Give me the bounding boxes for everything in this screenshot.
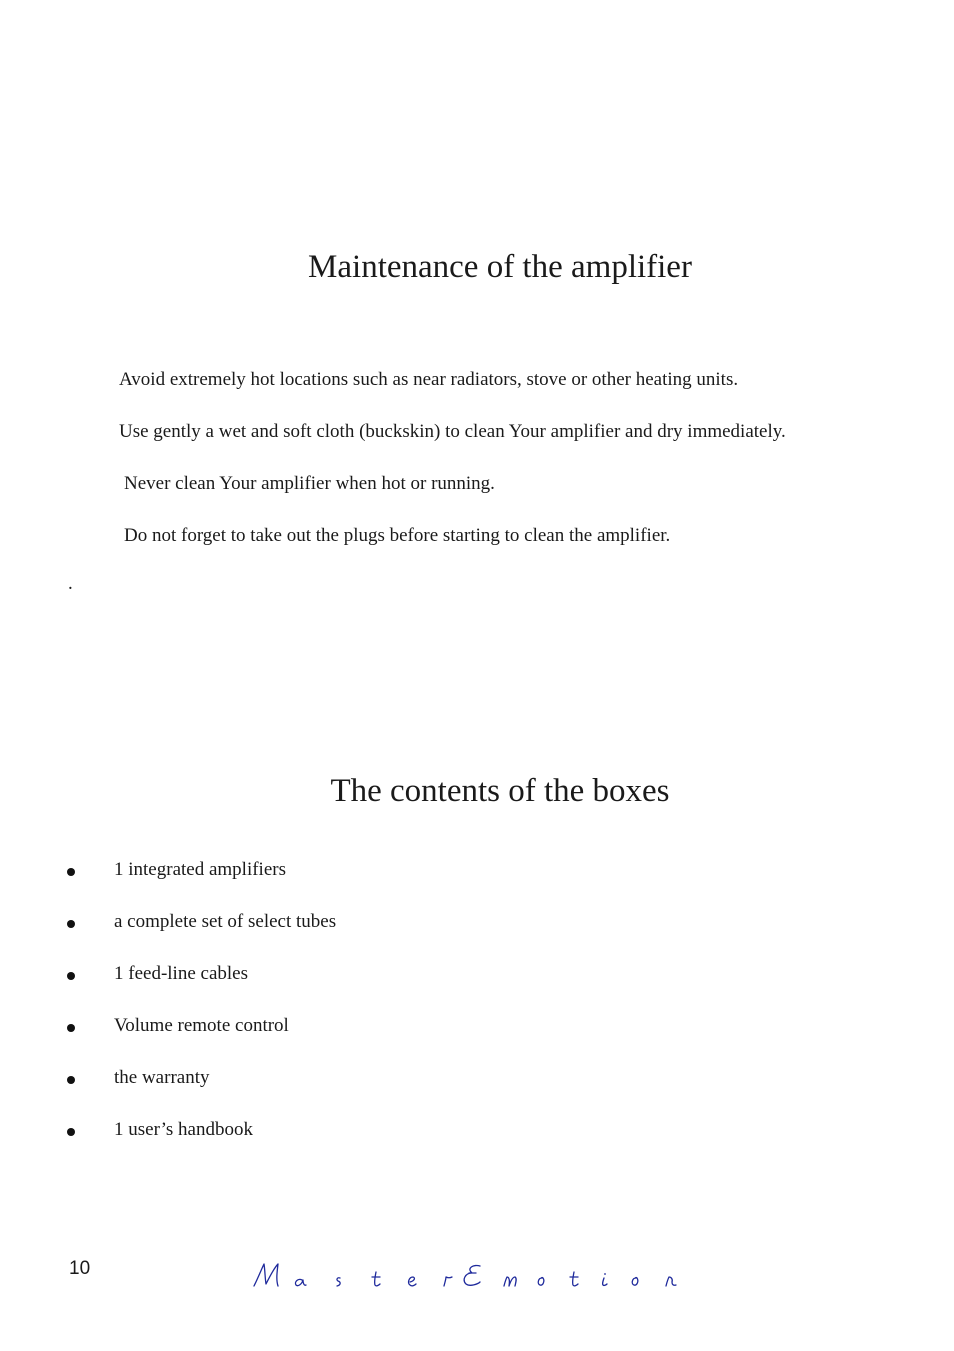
logo-glyph-e [409,1277,416,1286]
list-item-label: 1 feed-line cables [114,963,248,984]
logo-glyph-m2 [504,1277,516,1286]
maintenance-paragraph-1: Avoid extremely hot locations such as near radiators, stove or other heating units. [119,369,739,390]
contents-heading: The contents of the boxes [330,773,670,809]
logo-glyph-E [464,1265,480,1285]
list-item-label: 1 integrated amplifiers [114,859,286,880]
bullet-icon [67,1024,75,1032]
bullet-icon [67,868,75,876]
master-emotion-logo [252,1260,692,1292]
list-item-label: Volume remote control [114,1015,289,1036]
logo-glyph-m [254,1264,278,1286]
bullet-icon [67,920,75,928]
logo-glyph-i-dot [604,1273,606,1275]
maintenance-heading: Maintenance of the amplifier [308,249,692,285]
bullet-icon [67,1076,75,1084]
bullet-icon [67,972,75,980]
logo-glyph-n [666,1277,676,1286]
maintenance-paragraph-4: Do not forget to take out the plugs before starting to clean the amplifier. [124,525,671,546]
logo-glyph-o [538,1278,544,1286]
list-item-label: a complete set of select tubes [114,911,337,932]
maintenance-paragraph-3: Never clean Your amplifier when hot or running. [124,473,495,494]
list-item-label: 1 user’s handbook [114,1119,253,1140]
logo-glyph-r [444,1277,452,1286]
logo-glyph-o2 [632,1278,638,1286]
list-item-label: the warranty [114,1067,210,1088]
stray-period: . [68,573,73,594]
maintenance-paragraph-2: Use gently a wet and soft cloth (buckskin) to clean Your amplifier and dry immediately. [119,421,786,442]
logo-glyph-a [295,1279,306,1285]
logo-glyph-t [372,1272,380,1286]
logo-glyph-t2 [570,1272,578,1286]
bullet-icon [67,1128,75,1136]
page-number: 10 [69,1258,91,1279]
logo-glyph-s [337,1278,340,1286]
logo-glyph-i [603,1278,607,1285]
